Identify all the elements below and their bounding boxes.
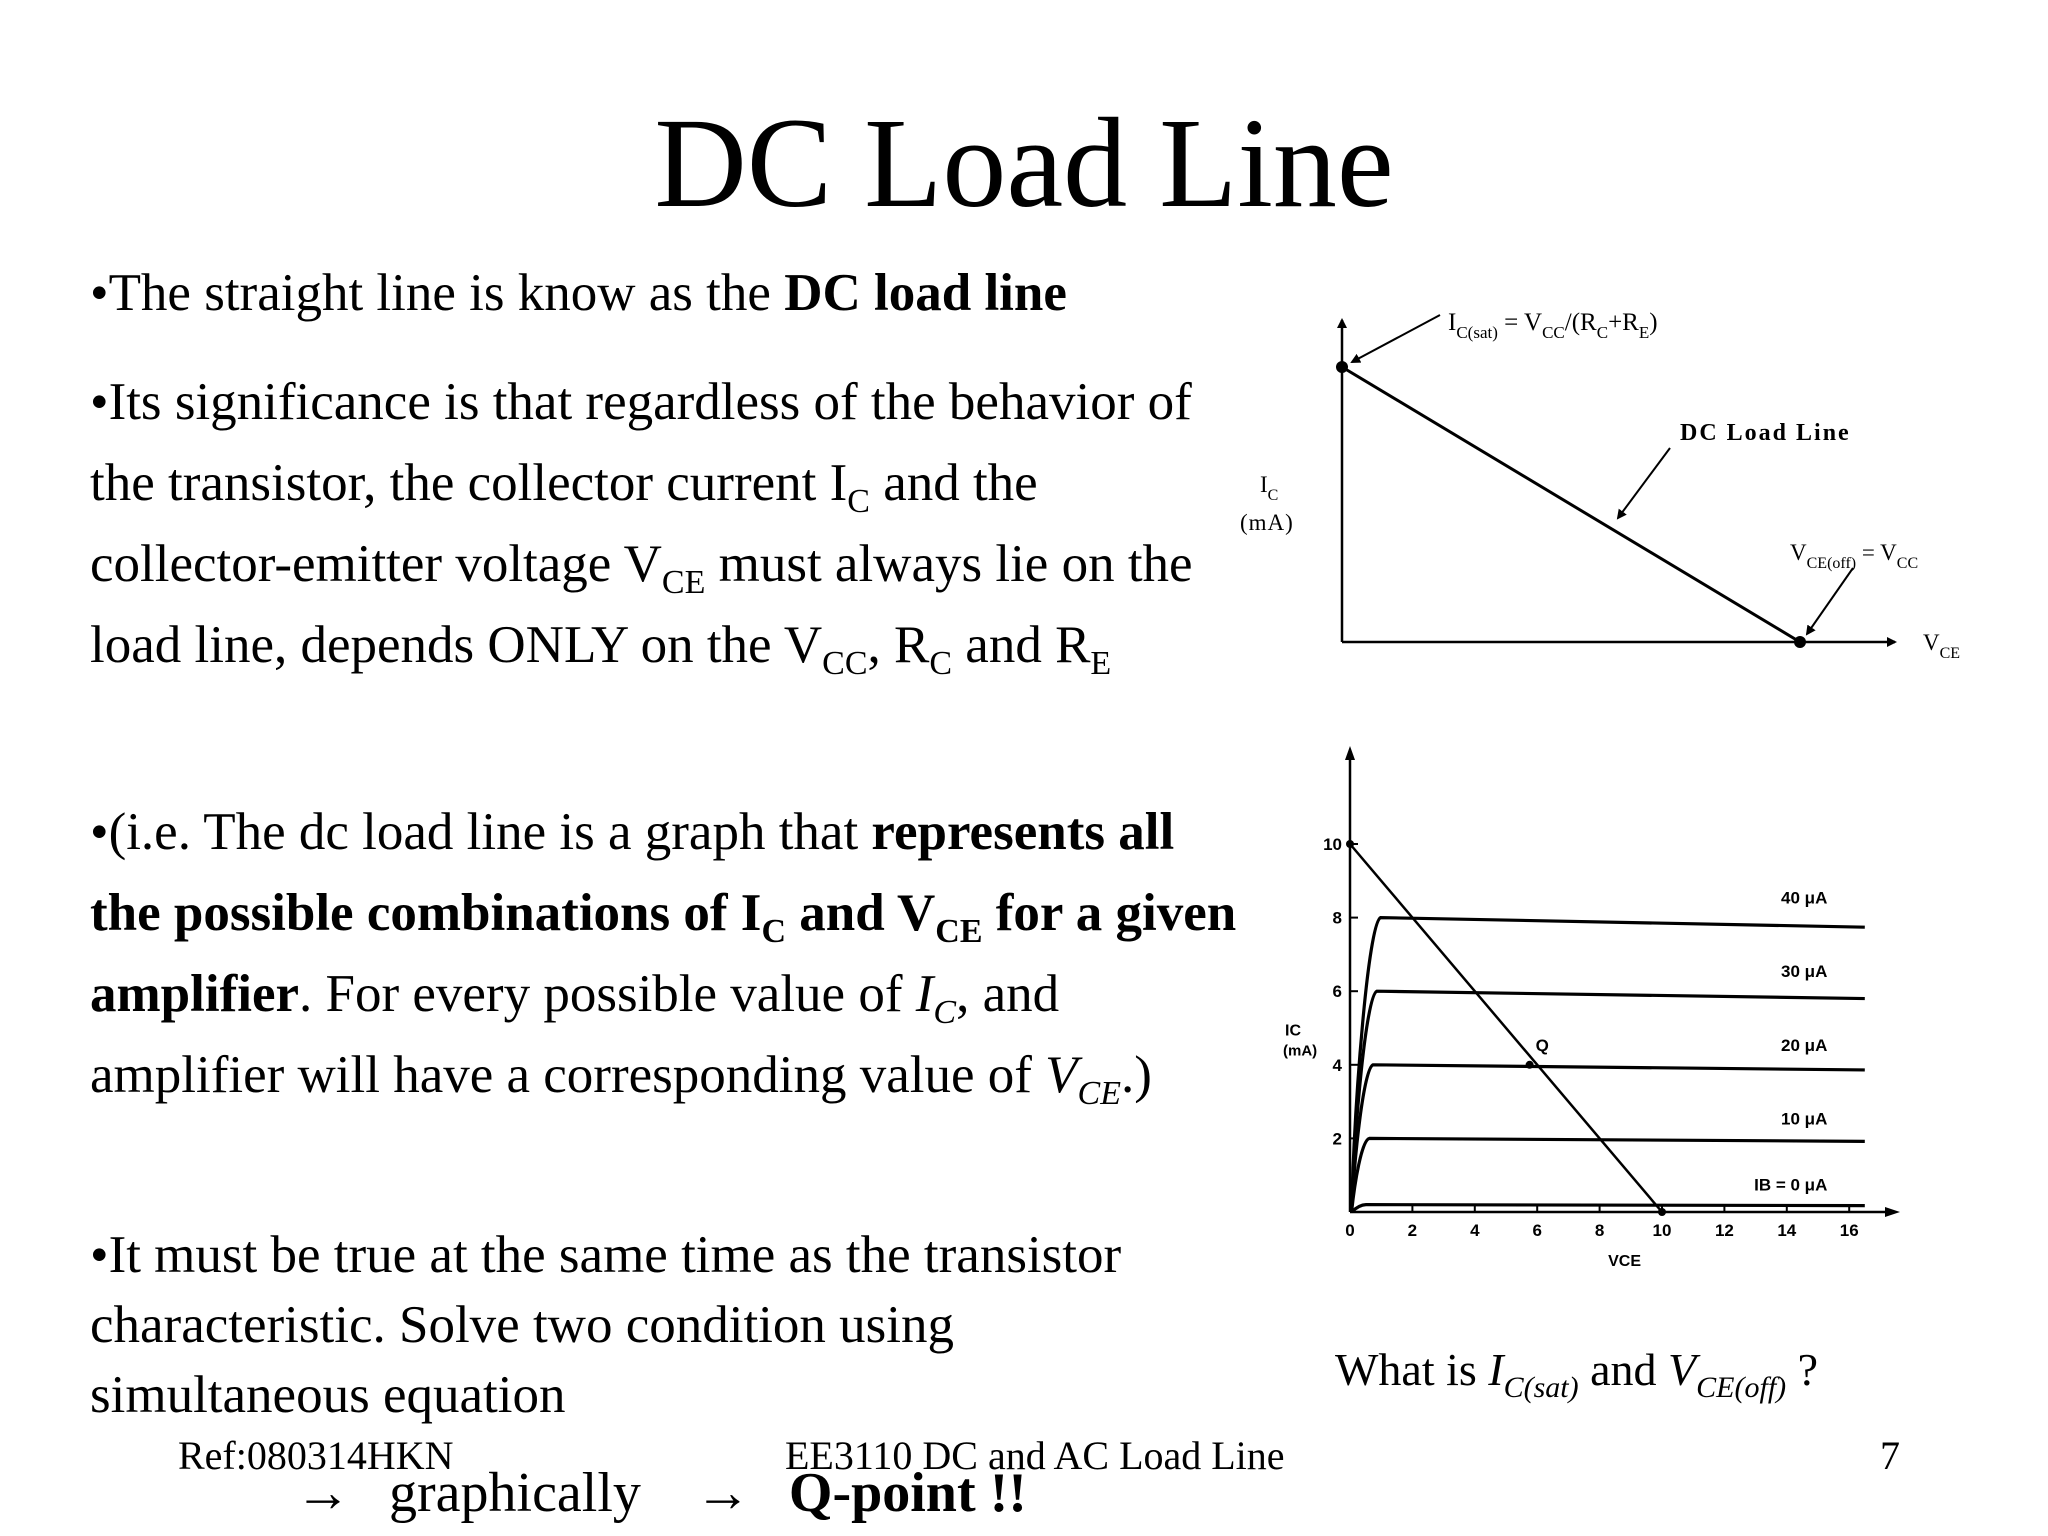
text-segment: and R [952,616,1091,674]
subscript: C [761,913,786,950]
text-segment: Its significance is that regardless of the behavior of the transistor, the collector current I [90,373,1192,512]
bullet-marker: • [90,264,109,322]
q-point-label: Q [1535,1035,1549,1055]
text-segment: and [1578,1344,1669,1395]
x-tick-label: 12 [1714,1221,1734,1240]
vce-off-point [1794,636,1806,648]
x-tick-label: 4 [1470,1221,1480,1240]
subscript: CE [935,913,983,950]
chart-axes [1345,746,1900,1217]
y-tick-label: 8 [1332,908,1342,928]
italic-segment: I [915,965,934,1023]
transistor-characteristic-chart [1255,740,1935,1300]
text-segment: must always lie on the load line, depends ONLY on the V [90,535,1193,674]
footer-ref: Ref:080314HKN [178,1433,454,1478]
italic-segment: V [1045,1046,1078,1104]
load-line [1342,367,1800,642]
load-line [1350,844,1662,1212]
question-text [1335,1340,1819,1404]
x-tick-label: 14 [1777,1221,1797,1240]
bullet-dc-load-line [90,258,1240,328]
ic-sat-pointer [1352,315,1440,362]
x-tick-label: 10 [1652,1221,1672,1240]
y-axis-unit: (mA) [1240,510,1294,535]
footer-course: EE3110 DC and AC Load Line [785,1433,1285,1478]
italic-segment: V [1668,1344,1697,1395]
subscript: CE(off) [1696,1371,1787,1404]
y-tick-label: 2 [1332,1129,1342,1149]
bold-term: DC load line [784,264,1067,322]
bold-segment: represents all the possible combinations of I [90,803,1175,942]
graphically-text: graphically [389,1462,641,1524]
y-axis-label: $I_C$ [1260,472,1279,504]
text-segment: . For every possible value of [299,965,916,1023]
arrow-icon: → [295,1462,351,1524]
subscript: E [1090,645,1112,682]
text-segment: , and amplifier will have a corresponding value of [90,965,1060,1104]
arrow-icon: → [694,1462,751,1524]
load-line-end-point [1658,1208,1666,1216]
ic-sat-point [1336,361,1348,373]
vce-off-label: $V_{CE(off)} = V_{CC}$ [1790,540,1919,572]
subscript: CE [1077,1075,1121,1112]
load-line-pointer [1618,448,1670,518]
qpoint-text: Q-point !! [788,1462,1027,1524]
x-tick-label: 0 [1345,1221,1355,1240]
italic-segment: I [1488,1344,1504,1395]
x-axis-label: VCE [1608,1253,1642,1270]
y-tick-label: 6 [1332,982,1342,1002]
q-point [1526,1061,1534,1069]
load-line-label: DC Load Line [1680,420,1851,446]
text-segment: , R [867,616,930,674]
subscript: C [929,645,953,682]
ib-curve-label: 10 μA [1781,1109,1828,1129]
bold-segment: for a given amplifier [90,884,1237,1023]
y-axis-label: IC [1285,1022,1301,1040]
x-axis-label: $V_{CE}$ [1923,630,1961,662]
chart-marks [1283,835,1865,1270]
y-axis-arrowhead [1345,746,1355,760]
y-tick-label: 4 [1332,1055,1342,1075]
ib-curve-label: 40 μA [1781,888,1828,908]
ib-curve-label: 30 μA [1781,962,1828,982]
bullet-simultaneous [90,1220,1240,1430]
bullet-significance [90,362,1250,686]
y-tick-label: 10 [1323,835,1342,854]
ib-curve-label: 20 μA [1781,1035,1828,1055]
x-tick-label: 6 [1532,1221,1542,1240]
bullet-marker: • [90,1226,109,1284]
load-line-start-point [1346,840,1354,848]
y-axis-unit: (mA) [1283,1042,1318,1060]
text-segment: and the collector-emitter voltage V [90,454,1038,593]
ib-curve-label: IB = 0 μA [1754,1175,1828,1195]
slide-title: DC Load Line [654,92,1394,234]
subscript: CE [661,564,706,601]
bullet-marker: • [90,803,109,861]
x-tick-label: 16 [1839,1221,1859,1240]
subscript: C [933,994,957,1031]
text-segment: What is [1335,1344,1489,1395]
bullet-text: The straight line is know as the [108,264,785,322]
vce-off-pointer [1807,568,1853,634]
subscript: CC [822,645,868,682]
bold-segment: and V [786,884,936,942]
text-segment: .) [1120,1046,1152,1104]
subscript: C(sat) [1503,1371,1579,1404]
footer-page-number: 7 [1880,1433,1900,1478]
bullet-marker: • [90,373,109,431]
text-segment: ? [1786,1344,1819,1395]
x-tick-label: 8 [1594,1221,1605,1240]
dc-load-line-diagram [1230,300,2000,700]
bullet-text: It must be true at the same time as the transistor characteristic. Solve two condition using simultaneous equation [90,1226,1122,1424]
x-axis-arrowhead [1885,1207,1900,1217]
x-tick-label: 2 [1407,1221,1418,1240]
ic-sat-label: $I_{C(sat)} = V_{CC}/(R_C+R_E)$ [1448,309,1658,342]
bullet-definition [90,792,1250,1116]
text-segment: (i.e. The dc load line is a graph that [108,803,872,861]
subscript: C [847,483,870,520]
